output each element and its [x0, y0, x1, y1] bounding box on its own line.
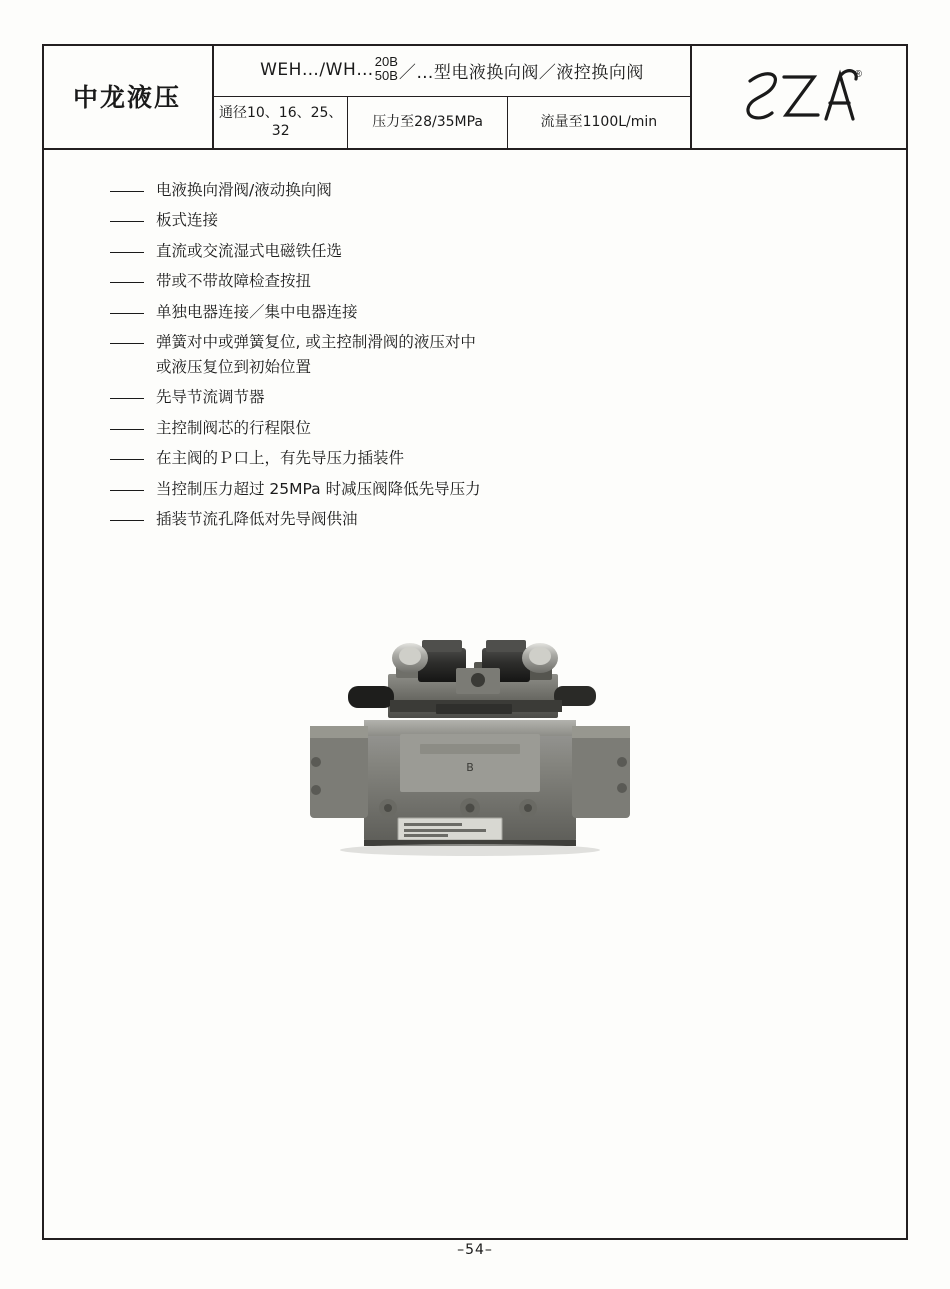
page-number: –54–	[457, 1242, 493, 1258]
list-item	[110, 302, 810, 323]
brand-name: 中龙液压	[72, 83, 181, 112]
spec-pressure: 压力至28/35MPa	[348, 97, 507, 148]
brand-cell	[42, 44, 214, 148]
dash-icon	[110, 343, 144, 344]
dash-icon	[110, 459, 144, 460]
spec-bore: 通径10、16、25、32	[214, 97, 348, 148]
feature-text-multiline	[156, 332, 476, 378]
feature-text: 单独电器连接／集中电器连接	[156, 302, 358, 321]
dash-icon	[110, 313, 144, 314]
feature-text-line2: 或液压复位到初始位置	[156, 358, 312, 377]
header-middle	[214, 44, 692, 148]
list-item	[110, 479, 810, 500]
logo-cell	[692, 44, 908, 148]
dash-icon	[110, 520, 144, 521]
feature-text: 插装节流孔降低对先导阀供油	[156, 510, 358, 529]
list-item	[110, 241, 810, 262]
list-item	[110, 509, 810, 530]
model-suffix: ／…型电液换向阀／液控换向阀	[398, 62, 644, 83]
dash-icon	[110, 429, 144, 430]
list-item	[110, 180, 810, 201]
spec-row	[214, 97, 690, 148]
model-fraction-bottom: 50B	[374, 68, 398, 83]
logo-mark-icon	[740, 63, 860, 129]
feature-text: 直流或交流湿式电磁铁任选	[156, 241, 343, 260]
feature-list	[110, 180, 810, 540]
product-photo	[270, 612, 670, 882]
registered-trademark-icon: ®	[854, 69, 862, 80]
dash-icon	[110, 252, 144, 253]
list-item	[110, 387, 810, 408]
list-item	[110, 271, 810, 292]
feature-text: 弹簧对中或弹簧复位, 或主控制滑阀的液压对中	[156, 333, 476, 352]
dash-icon	[110, 398, 144, 399]
valve-illustration	[270, 612, 670, 882]
dash-icon	[110, 221, 144, 222]
model-fraction-top: 20B	[374, 54, 398, 70]
feature-text: 先导节流调节器	[156, 388, 265, 407]
model-title-row	[214, 44, 690, 97]
dash-icon	[110, 191, 144, 192]
list-item	[110, 210, 810, 231]
feature-text: 在主阀的Ｐ口上，有先导压力插装件	[156, 449, 405, 468]
list-item	[110, 418, 810, 439]
spec-flow: 流量至1100L/min	[540, 113, 658, 130]
feature-text: 当控制压力超过 25MPa 时减压阀降低先导压力	[156, 479, 481, 498]
dash-icon	[110, 282, 144, 283]
feature-text: 板式连接	[156, 211, 219, 230]
model-fraction	[375, 55, 398, 82]
feature-text: 电液换向滑阀/液动换向阀	[156, 181, 332, 199]
list-item	[110, 448, 810, 469]
company-logo	[740, 63, 860, 129]
list-item	[110, 332, 810, 378]
dash-icon	[110, 490, 144, 491]
header-table	[42, 44, 908, 150]
page-footer	[0, 1242, 950, 1258]
feature-text: 带或不带故障检查按扭	[156, 272, 312, 291]
feature-text: 主控制阀芯的行程限位	[156, 418, 312, 437]
model-prefix: WEH…/WH…	[260, 60, 374, 80]
photo-label-b: B	[466, 761, 474, 774]
